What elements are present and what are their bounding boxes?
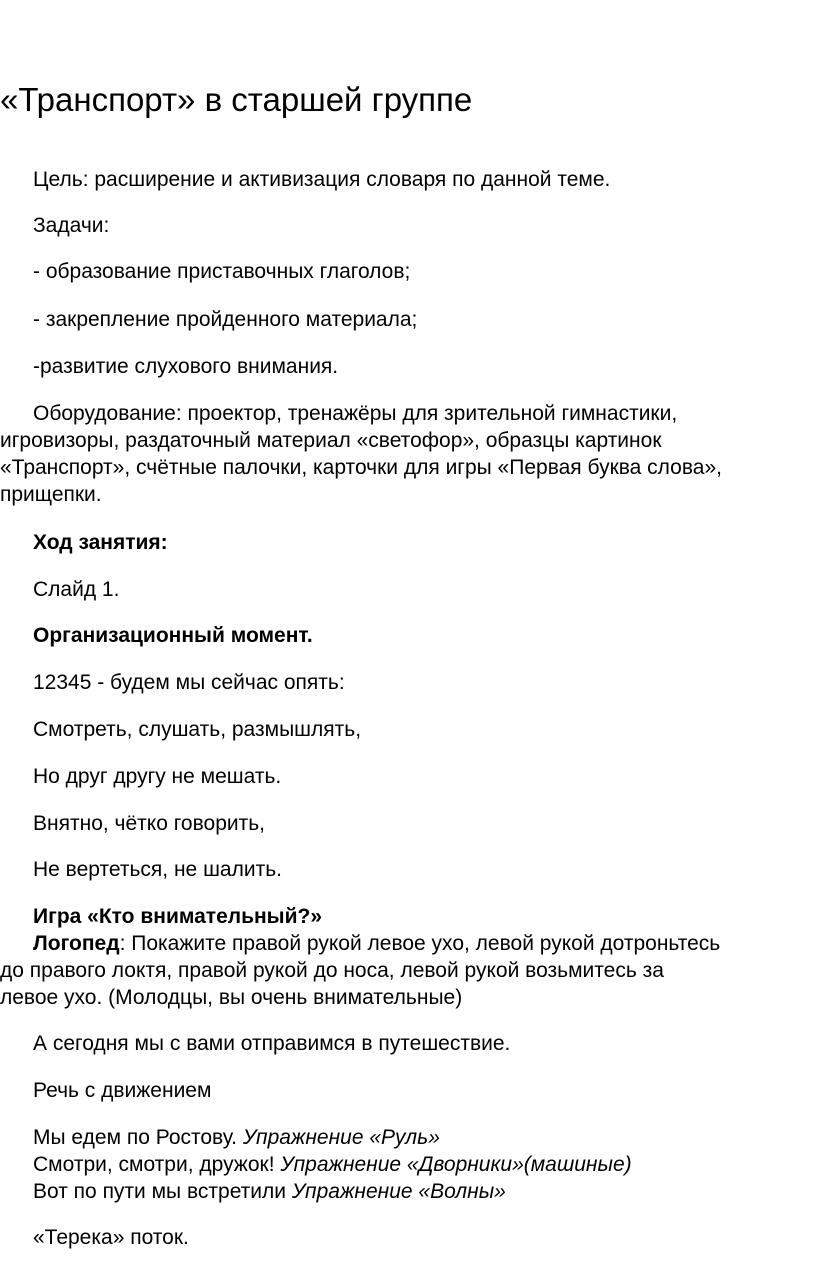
equipment-line: игровизоры, раздаточный материал «светофор», образцы картинок bbox=[0, 429, 662, 452]
poem-text: Мы едем по Ростову. bbox=[33, 1126, 243, 1149]
rhyme-line: Смотреть, слушать, размышлять, bbox=[33, 718, 362, 741]
task-item: - закрепление пройденного материала; bbox=[33, 308, 418, 331]
task-item: -развитие слухового внимания. bbox=[33, 355, 339, 378]
speech-line bbox=[0, 930, 816, 957]
page-title: «Транспорт» в старшей группе bbox=[0, 81, 473, 118]
rhyme-line: Но друг другу не мешать. bbox=[33, 765, 282, 788]
poem-line bbox=[0, 1124, 816, 1151]
poem-text: Вот по пути мы встретили bbox=[33, 1180, 292, 1203]
slide-label: Слайд 1. bbox=[33, 578, 120, 601]
movement-heading: Речь с движением bbox=[33, 1079, 212, 1102]
rhyme-line: Не вертеться, не шалить. bbox=[33, 858, 282, 881]
equipment-line: прищепки. bbox=[0, 483, 102, 506]
tasks-heading: Задачи: bbox=[33, 214, 110, 237]
exercise-note: Упражнение «Руль» bbox=[242, 1126, 440, 1149]
equipment-line: «Транспорт», счётные палочки, карточки для игры «Первая буква слова», bbox=[0, 456, 722, 479]
poem-line bbox=[0, 1178, 816, 1205]
speech-line: левое ухо. (Молодцы, вы очень внимательные) bbox=[0, 986, 463, 1009]
speaker-label: Логопед bbox=[33, 932, 120, 955]
journey-text: А сегодня мы с вами отправимся в путешествие. bbox=[33, 1032, 511, 1055]
rhyme-line: 12345 - будем мы сейчас опять: bbox=[33, 671, 345, 694]
speech-line: до правого локтя, правой рукой до носа, левой рукой возьмитесь за bbox=[0, 959, 664, 982]
rhyme-line: Внятно, чётко говорить, bbox=[33, 812, 265, 835]
poem-text: Смотри, смотри, дружок! bbox=[33, 1153, 281, 1176]
goal-text: Цель: расширение и активизация словаря по данной теме. bbox=[33, 168, 611, 191]
poem-line bbox=[0, 1151, 816, 1178]
equipment-line: Оборудование: проектор, тренажёры для зрительной гимнастики, bbox=[33, 402, 678, 425]
exercise-note: Упражнение «Волны» bbox=[291, 1180, 506, 1203]
task-item: - образование приставочных глаголов; bbox=[33, 260, 411, 283]
org-heading: Организационный момент. bbox=[33, 624, 313, 647]
lesson-heading: Ход занятия: bbox=[33, 531, 168, 554]
game-heading: Игра «Кто внимательный?» bbox=[33, 905, 323, 928]
exercise-note: Упражнение «Дворники»(машиные) bbox=[280, 1153, 632, 1176]
last-line: «Терека» поток. bbox=[33, 1226, 189, 1249]
speech-text: : Покажите правой рукой левое ухо, левой рукой дотроньтесь bbox=[119, 932, 721, 955]
